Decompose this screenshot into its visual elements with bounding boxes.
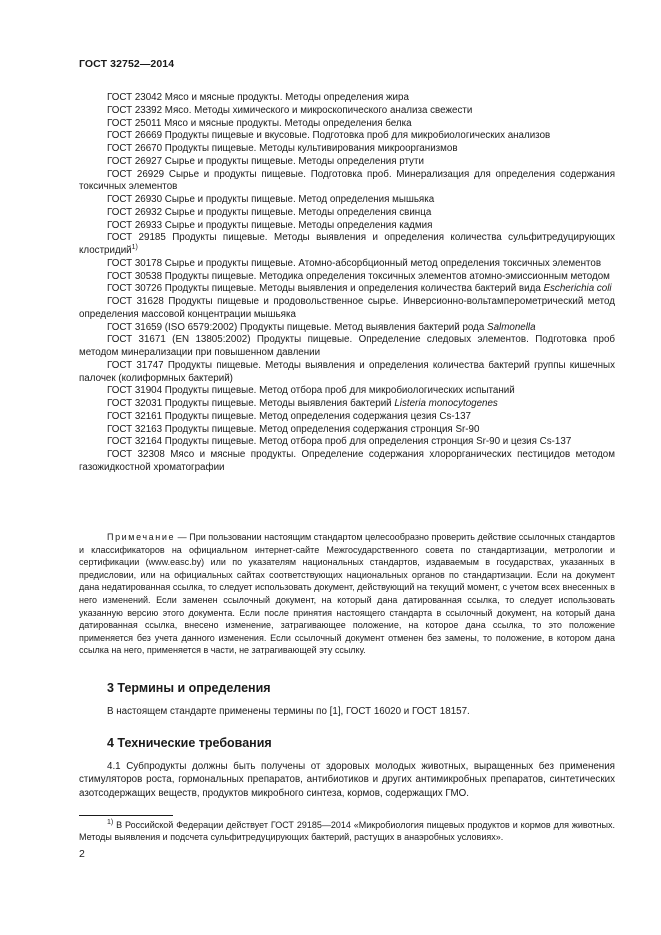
- note-label: Примечание: [107, 532, 176, 542]
- note-text: При пользовании настоящим стандартом целесообразно проверить действие ссылочных стандартов и классификаторов на официальном интернет-сайте Межгосударственного совета по стандартизации, метрологии и сертификации (www.easc.by) или по указателям национальных стандартов, издаваемым в государствах, указанных в предисловии, или на официальных сайтах соответствующих национальных органов по стандартизации. Если на документ дана недатированная ссылка, то следует использовать документ, действующий на текущий момент, с учетом всех внесенных в него изменений. Если заменен ссылочный документ, на который дана датированная ссылка, то следует использовать указанную версию этого документа. Если после принятия настоящего стандарта в ссылочный документ, на который дана датированная ссылка, внесено изменение, затрагивающее положение, на которое дана ссылка, то это положение применяется без учета данного изменения. Если ссылочный документ отменен без замены, то положение, в котором дана ссылка на него, применяется в части, не затрагивающей эту ссылку.: [79, 532, 615, 656]
- reference-item: [79, 283, 615, 296]
- reference-text: ГОСТ 32163 Продукты пищевые. Метод определения содержания стронция Sr-90: [107, 423, 480, 435]
- reference-text: ГОСТ 23392 Мясо. Методы химического и микроскопического анализа свежести: [107, 104, 473, 116]
- reference-item: [79, 207, 615, 220]
- note-dash: —: [175, 532, 190, 542]
- reference-item: [79, 271, 615, 284]
- reference-text: ГОСТ 25011 Мясо и мясные продукты. Методы определения белка: [107, 117, 412, 129]
- reference-text: ГОСТ 32308 Мясо и мясные продукты. Определение содержания хлорорганических пестицидов методом газожидкостной хроматографии: [79, 449, 615, 473]
- reference-item: [79, 220, 615, 233]
- reference-text: ГОСТ 30178 Сырье и продукты пищевые. Атомно-абсорбционный метод определения токсичных элементов: [107, 257, 602, 269]
- reference-text: ГОСТ 30726 Продукты пищевые. Методы выявления и определения количества бактерий вида: [107, 283, 544, 295]
- reference-item: [79, 449, 615, 475]
- reference-item: [79, 296, 615, 322]
- reference-text: ГОСТ 26929 Сырье и продукты пищевые. Подготовка проб. Минерализация для определения содержания токсичных элементов: [79, 168, 615, 193]
- reference-taxon: Salmonella: [487, 321, 536, 333]
- section-3-text: В настоящем стандарте применены термины по [1], ГОСТ 16020 и ГОСТ 18157.: [107, 706, 470, 717]
- section-4-heading: 4 Технические требования: [107, 736, 272, 750]
- reference-item: [79, 156, 615, 169]
- reference-item: [79, 92, 615, 105]
- reference-item: [79, 322, 615, 335]
- reference-text: ГОСТ 32031 Продукты пищевые. Методы выявления бактерий: [107, 398, 395, 409]
- reference-text: ГОСТ 29185 Продукты пищевые. Методы выявления и определения количества сульфитредуцирующих клостридий: [79, 232, 615, 256]
- note-paragraph: [79, 531, 615, 657]
- document-header: ГОСТ 32752—2014: [79, 58, 175, 70]
- reference-text: ГОСТ 23042 Мясо и мясные продукты. Методы определения жира: [107, 92, 409, 103]
- reference-text: ГОСТ 31628 Продукты пищевые и продовольственное сырье. Инверсионно-вольтамперометрический метод определения массовой концентрации мышьяка: [79, 296, 615, 320]
- reference-taxon: Escherichia coli: [543, 283, 612, 295]
- reference-item: [79, 385, 615, 398]
- section-3-heading: 3 Термины и определения: [107, 681, 271, 695]
- reference-item: [79, 424, 615, 437]
- reference-item: [79, 360, 615, 386]
- reference-text: ГОСТ 26669 Продукты пищевые и вкусовые. Подготовка проб для микробиологических анализов: [107, 130, 551, 142]
- reference-item: [79, 258, 615, 271]
- reference-text: ГОСТ 26670 Продукты пищевые. Методы культивирования микроорганизмов: [107, 143, 458, 154]
- reference-text: ГОСТ 26930 Сырье и продукты пищевые. Метод определения мышьяка: [107, 194, 435, 205]
- reference-text: ГОСТ 31904 Продукты пищевые. Метод отбора проб для микробиологических испытаний: [107, 385, 515, 397]
- reference-item: [79, 194, 615, 207]
- footnote-separator: [79, 815, 173, 816]
- reference-text: ГОСТ 30538 Продукты пищевые. Методика определения токсичных элементов атомно-эмиссионным методом: [107, 270, 610, 282]
- reference-text: ГОСТ 26933 Сырье и продукты пищевые. Методы определения кадмия: [107, 219, 433, 231]
- reference-text: ГОСТ 31747 Продукты пищевые. Методы выявления и определения количества бактерий группы кишечных палочек (колиформных бактерий): [79, 359, 615, 384]
- reference-item: [79, 130, 615, 143]
- reference-text: ГОСТ 32164 Продукты пищевые. Метод отбора проб для определения стронция Sr-90 и цезия Cs-137: [107, 436, 572, 448]
- footnote-marker: 1): [107, 819, 114, 826]
- section-4-text: 4.1 Субпродукты должны быть получены от здоровых молодых животных, выращенных без применения стимуляторов роста, гормональных препаратов, антибиотиков и других антимикробных препаратов, синтетических азотсодержащих веществ, продуктов микробного синтеза, кормов, содержащих ГМО.: [79, 761, 615, 799]
- reference-text: ГОСТ 31671 (EN 13805:2002) Продукты пищевые. Определение следовых элементов. Подготовка проб методом минерализации при повышенном давлении: [79, 334, 615, 358]
- reference-item: [79, 436, 615, 449]
- reference-item: [79, 411, 615, 424]
- reference-item: [79, 105, 615, 118]
- reference-text: ГОСТ 31659 (ISO 6579:2002) Продукты пищевые. Метод выявления бактерий рода: [107, 321, 488, 333]
- reference-taxon: Listeria monocytogenes: [394, 398, 498, 409]
- reference-item: [79, 334, 615, 360]
- reference-item: [79, 169, 615, 195]
- reference-item: [79, 143, 615, 156]
- normative-references-list: [79, 92, 615, 475]
- footnote-ref-marker: 1): [131, 244, 138, 251]
- reference-text: ГОСТ 26927 Сырье и продукты пищевые. Методы определения ртути: [107, 155, 424, 167]
- reference-item: [79, 118, 615, 131]
- reference-text: ГОСТ 26932 Сырье и продукты пищевые. Методы определения свинца: [107, 206, 432, 218]
- footnote: [79, 819, 615, 844]
- reference-text: ГОСТ 32161 Продукты пищевые. Метод определения содержания цезия Cs-137: [107, 410, 471, 422]
- page-number: 2: [79, 848, 85, 860]
- reference-item: [79, 398, 615, 411]
- footnote-text: В Российской Федерации действует ГОСТ 29185—2014 «Микробиология пищевых продуктов и кормов для животных. Методы выявления и подсчета сульфитредуцирующих бактерий, растущих в анаэробных условиях».: [79, 820, 615, 843]
- reference-item: [79, 232, 615, 258]
